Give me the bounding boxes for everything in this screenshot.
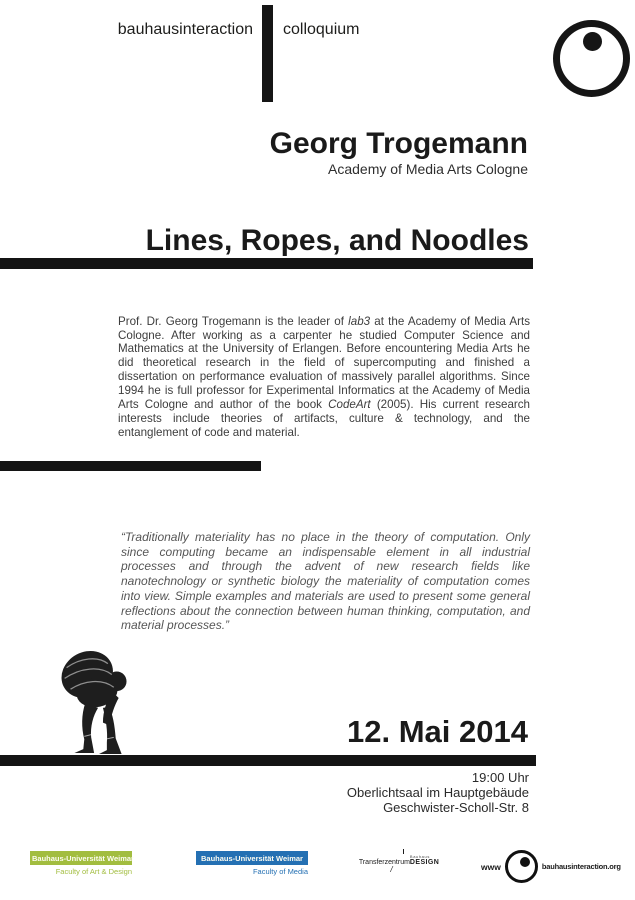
mid-divider-bar xyxy=(0,461,261,471)
abstract-quote-paragraph: “Traditionally materiality has no place in the theory of computation. Only since computing became an indispensable element in all industrial processes and through the advent of new research fields like nanotechnology or synthetic biology the materiality of computation comes into view. Simple examples and materials are used to present some general reflections about the connection between human thinking, computation, and material processes.” xyxy=(121,530,530,633)
weimar-media-badge: Bauhaus-Universität Weimar xyxy=(196,851,308,865)
event-address: Geschwister-Scholl-Str. 8 xyxy=(383,800,529,815)
weimar-art-design-logo xyxy=(30,851,132,876)
event-venue: Oberlichtsaal im Hauptgebäude xyxy=(346,785,529,800)
transferzentrum-design-logo xyxy=(356,849,442,874)
talk-title: Lines, Ropes, and Noodles xyxy=(145,224,529,257)
speaker-name: Georg Trogemann xyxy=(269,127,528,160)
event-date: 12. Mai 2014 xyxy=(347,714,528,749)
event-details xyxy=(347,770,529,815)
www-label: www xyxy=(481,861,501,872)
tzd-bauhaus-microtext: Bauhaus xyxy=(409,854,430,859)
weimar-art-badge: Bauhaus-Universität Weimar xyxy=(30,851,132,865)
website-logo xyxy=(481,850,621,883)
footer-divider-bar xyxy=(0,755,536,766)
weimar-media-logo xyxy=(196,851,308,876)
event-time: 19:00 Uhr xyxy=(471,770,529,785)
tzd-slash-mark: / xyxy=(390,865,393,874)
circle-dot-icon xyxy=(505,850,538,883)
tzd-tick-mark xyxy=(403,849,404,854)
brand-bauhausinteraction-label: bauhausinteraction xyxy=(117,21,253,38)
circle-dot-logo-icon xyxy=(553,20,630,97)
website-domain-label: bauhausinteraction.org xyxy=(541,862,621,871)
crouching-figure-illustration xyxy=(56,646,144,756)
brand-colloquium-label: colloquium xyxy=(283,21,360,38)
weimar-art-subtitle: Faculty of Art & Design xyxy=(55,867,132,876)
brand-divider-bar xyxy=(262,5,273,102)
tzd-design-caps: DESIGN xyxy=(409,859,440,866)
logo-dot xyxy=(583,32,602,51)
website-logo-dot xyxy=(520,857,530,867)
weimar-media-subtitle: Faculty of Media xyxy=(252,867,308,876)
speaker-affiliation: Academy of Media Arts Cologne xyxy=(328,161,528,177)
tzd-name-label: Transferzentrum xyxy=(358,859,410,866)
speaker-bio-paragraph: Prof. Dr. Georg Trogemann is the leader of lab3 at the Academy of Media Arts Cologne. After working as a carpenter he studied Computer Science and Mathematics at the University of Erlangen. Before encountering Media Arts he did theoretical research in the field of supercomputing and finished a dissertation on performance evaluation of massively parallel algorithms. Since 1994 he is full professor for Experimental Informatics at the Academy of Media Arts Cologne and author of the book CodeArt (2005). His current research interests include theories of artifacts, culture & technology, and the entanglement of code and material. xyxy=(118,314,530,439)
title-underline-bar xyxy=(0,258,533,269)
